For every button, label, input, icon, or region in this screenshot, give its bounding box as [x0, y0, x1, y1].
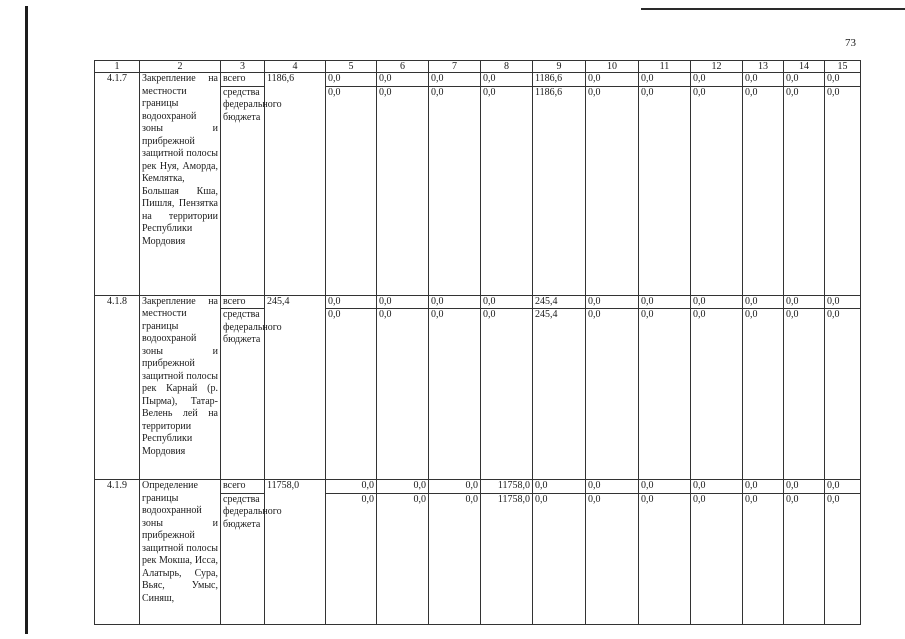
year-value-total: 0,0: [326, 295, 377, 309]
year-value-total: 245,4: [533, 295, 586, 309]
year-value-federal: 11758,0: [481, 493, 533, 624]
year-value-federal: 0,0: [825, 86, 861, 295]
year-value-total: 11758,0: [481, 480, 533, 494]
scan-left-edge: [25, 6, 28, 634]
source-total-label: всего: [221, 295, 265, 309]
budget-table: [94, 60, 861, 625]
year-value-federal: 0,0: [429, 493, 481, 624]
year-value-total: 0,0: [639, 295, 691, 309]
header-cell: 4: [265, 61, 326, 73]
item-description: Определение границы водоохранной зоны и прибрежной защитной полосы рек Мокша, Исса, Алатырь, Сура, Вьяс, Умыс, Синяш,: [140, 480, 221, 625]
year-value-total: 0,0: [639, 480, 691, 494]
year-value-federal: 0,0: [481, 86, 533, 295]
year-value-total: 0,0: [691, 480, 743, 494]
page-number: 73: [845, 37, 856, 49]
year-value-total: 0,0: [377, 295, 429, 309]
source-federal-label: средства федерального бюджета: [221, 309, 265, 480]
source-federal-label: средства федерального бюджета: [221, 493, 265, 624]
year-value-total: 0,0: [326, 73, 377, 87]
year-value-total: 0,0: [825, 480, 861, 494]
year-value-total: 0,0: [429, 480, 481, 494]
year-value-federal: 0,0: [825, 309, 861, 480]
item-description: Закрепление на местности границы водоохраной зоны и прибрежной защитной полосы рек Карнай (р. Пырма), Татар-Велень лей на территории Республики Мордовия: [140, 295, 221, 480]
header-cell: 7: [429, 61, 481, 73]
year-value-total: 0,0: [429, 295, 481, 309]
year-value-federal: 0,0: [481, 309, 533, 480]
year-value-federal: 0,0: [586, 309, 639, 480]
year-value-total: 1186,6: [533, 73, 586, 87]
year-value-total: 0,0: [784, 295, 825, 309]
item-code: 4.1.9: [95, 480, 140, 625]
year-value-total: 0,0: [586, 295, 639, 309]
header-cell: 14: [784, 61, 825, 73]
year-value-federal: 0,0: [326, 493, 377, 624]
year-value-federal: 1186,6: [533, 86, 586, 295]
year-value-federal: 0,0: [586, 86, 639, 295]
year-value-federal: 0,0: [377, 493, 429, 624]
year-value-total: 0,0: [533, 480, 586, 494]
year-value-federal: 0,0: [784, 86, 825, 295]
year-value-federal: 0,0: [377, 309, 429, 480]
year-value-federal: 0,0: [825, 493, 861, 624]
header-row: [95, 61, 861, 73]
header-cell: 8: [481, 61, 533, 73]
year-value-federal: 0,0: [326, 309, 377, 480]
header-cell: 13: [743, 61, 784, 73]
header-cell: 10: [586, 61, 639, 73]
header-cell: 11: [639, 61, 691, 73]
year-value-federal: 0,0: [639, 86, 691, 295]
year-value-total: 0,0: [586, 480, 639, 494]
year-value-total: 0,0: [743, 480, 784, 494]
year-value-federal: 0,0: [691, 493, 743, 624]
item-code: 4.1.7: [95, 73, 140, 296]
header-cell: 2: [140, 61, 221, 73]
year-value-federal: 0,0: [533, 493, 586, 624]
year-value-federal: 0,0: [429, 86, 481, 295]
year-value-federal: 0,0: [326, 86, 377, 295]
source-total-label: всего: [221, 73, 265, 87]
year-value-federal: 0,0: [691, 309, 743, 480]
year-value-federal: 0,0: [743, 309, 784, 480]
year-value-total: 0,0: [377, 480, 429, 494]
header-cell: 12: [691, 61, 743, 73]
year-value-total: 0,0: [743, 73, 784, 87]
table-row-total: [95, 480, 861, 494]
header-cell: 15: [825, 61, 861, 73]
year-value-total: 0,0: [639, 73, 691, 87]
year-value-total: 0,0: [377, 73, 429, 87]
header-cell: 9: [533, 61, 586, 73]
item-total: 245,4: [265, 295, 326, 480]
year-value-total: 0,0: [784, 73, 825, 87]
year-value-total: 0,0: [429, 73, 481, 87]
header-cell: 5: [326, 61, 377, 73]
year-value-federal: 0,0: [377, 86, 429, 295]
year-value-total: 0,0: [825, 73, 861, 87]
year-value-federal: 0,0: [429, 309, 481, 480]
item-description: Закрепление на местности границы водоохраной зоны и прибрежной защитной полосы рек Нуя, Аморда, Кемлятка, Большая Кша, Пишля, Пензятка на территории Республики Мордовия: [140, 73, 221, 296]
year-value-total: 0,0: [825, 295, 861, 309]
item-code: 4.1.8: [95, 295, 140, 480]
table-row-total: [95, 295, 861, 309]
year-value-total: 0,0: [481, 73, 533, 87]
source-federal-label: средства федерального бюджета: [221, 86, 265, 295]
year-value-federal: 0,0: [586, 493, 639, 624]
year-value-total: 0,0: [586, 73, 639, 87]
item-total: 1186,6: [265, 73, 326, 296]
year-value-federal: 0,0: [691, 86, 743, 295]
header-cell: 1: [95, 61, 140, 73]
year-value-federal: 0,0: [639, 493, 691, 624]
scan-top-rule: [641, 8, 905, 10]
year-value-federal: 245,4: [533, 309, 586, 480]
item-total: 11758,0: [265, 480, 326, 625]
year-value-total: 0,0: [326, 480, 377, 494]
year-value-total: 0,0: [481, 295, 533, 309]
header-cell: 3: [221, 61, 265, 73]
year-value-federal: 0,0: [784, 309, 825, 480]
year-value-federal: 0,0: [743, 86, 784, 295]
header-cell: 6: [377, 61, 429, 73]
year-value-total: 0,0: [691, 73, 743, 87]
year-value-total: 0,0: [784, 480, 825, 494]
source-total-label: всего: [221, 480, 265, 494]
year-value-federal: 0,0: [784, 493, 825, 624]
table-row-total: [95, 73, 861, 87]
year-value-federal: 0,0: [639, 309, 691, 480]
year-value-total: 0,0: [691, 295, 743, 309]
year-value-total: 0,0: [743, 295, 784, 309]
year-value-federal: 0,0: [743, 493, 784, 624]
